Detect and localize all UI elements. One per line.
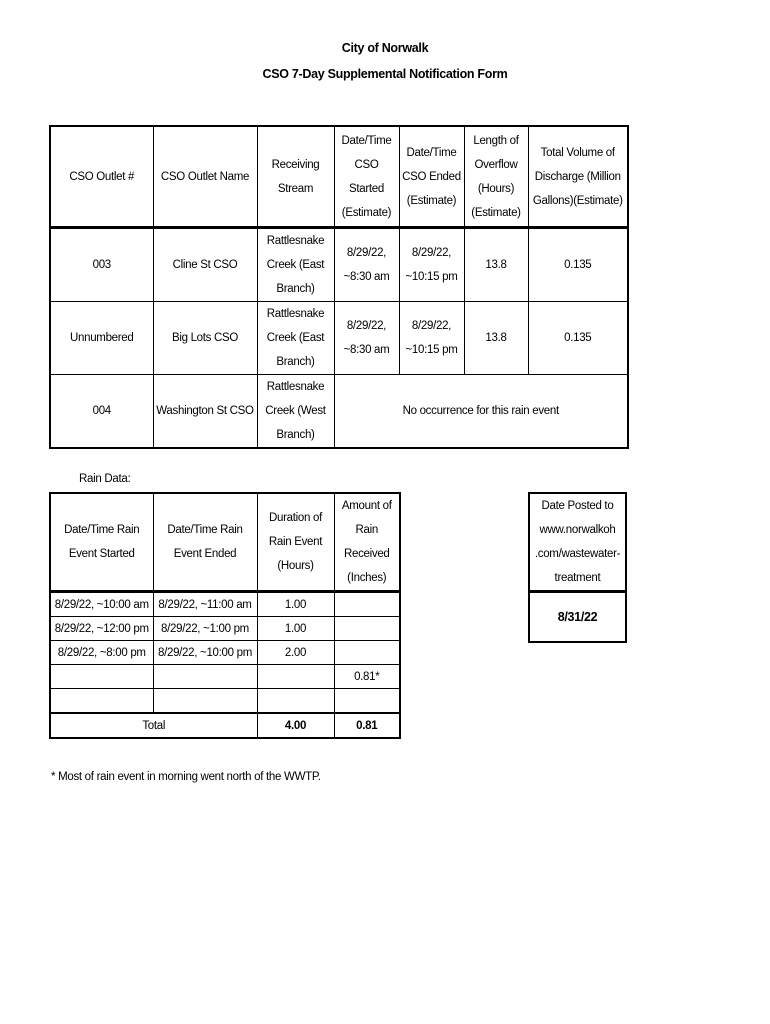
col-header-rain-amount: Amount of Rain Received (Inches) [334, 493, 400, 592]
discharge-volume: 0.135 [528, 302, 628, 375]
outlet-number: 004 [50, 375, 153, 449]
table-row [50, 302, 628, 375]
rain-started: 8/29/22, ~8:00 pm [50, 641, 153, 665]
rain-duration: 1.00 [257, 592, 334, 617]
receiving-stream: Rattlesnake Creek (East Branch) [257, 228, 334, 302]
col-header-length: Length of Overflow (Hours) (Estimate) [464, 126, 528, 228]
rain-duration: 1.00 [257, 617, 334, 641]
date-posted-header-row [529, 493, 626, 592]
outlet-name: Big Lots CSO [153, 302, 257, 375]
total-duration: 4.00 [257, 713, 334, 738]
col-header-ended: Date/Time CSO Ended (Estimate) [399, 126, 464, 228]
rain-started: 8/29/22, ~12:00 pm [50, 617, 153, 641]
col-header-rain-ended: Date/Time Rain Event Ended [153, 493, 257, 592]
cso-started: 8/29/22, ~8:30 am [334, 302, 399, 375]
table-row [50, 617, 400, 641]
rain-started [50, 665, 153, 689]
table-row [50, 665, 400, 689]
rain-table-header-row [50, 493, 400, 592]
rain-ended [153, 689, 257, 714]
col-header-outlet-name: CSO Outlet Name [153, 126, 257, 228]
rain-ended: 8/29/22, ~10:00 pm [153, 641, 257, 665]
cso-table [49, 125, 629, 449]
total-label: Total [50, 713, 257, 738]
total-amount: 0.81 [334, 713, 400, 738]
rain-ended [153, 665, 257, 689]
footnote: * Most of rain event in morning went north of the WWTP. [51, 771, 321, 783]
rain-total-row [50, 713, 400, 738]
outlet-number: 003 [50, 228, 153, 302]
col-header-started: Date/Time CSO Started (Estimate) [334, 126, 399, 228]
form-city-title: City of Norwalk [341, 41, 429, 55]
outlet-name: Washington St CSO [153, 375, 257, 449]
receiving-stream: Rattlesnake Creek (East Branch) [257, 302, 334, 375]
rain-duration [257, 665, 334, 689]
col-header-rain-duration: Duration of Rain Event (Hours) [257, 493, 334, 592]
rain-amount [334, 689, 400, 714]
date-posted-value-row [529, 592, 626, 643]
rain-started [50, 689, 153, 714]
cso-table-header-row [50, 126, 628, 228]
outlet-number: Unnumbered [50, 302, 153, 375]
rain-ended: 8/29/22, ~11:00 am [153, 592, 257, 617]
discharge-volume: 0.135 [528, 228, 628, 302]
date-posted-box [528, 492, 627, 643]
col-header-receiving-stream: Receiving Stream [257, 126, 334, 228]
table-row [50, 375, 628, 449]
rain-amount [334, 617, 400, 641]
table-row [50, 592, 400, 617]
rain-amount: 0.81* [334, 665, 400, 689]
rain-duration: 2.00 [257, 641, 334, 665]
date-posted-value: 8/31/22 [529, 592, 626, 643]
rain-ended: 8/29/22, ~1:00 pm [153, 617, 257, 641]
col-header-outlet-number: CSO Outlet # [50, 126, 153, 228]
overflow-hours: 13.8 [464, 228, 528, 302]
table-row [50, 689, 400, 714]
rain-amount [334, 592, 400, 617]
rain-duration [257, 689, 334, 714]
date-posted-label: Date Posted to www.norwalkoh .com/wastewater-treatment [529, 493, 626, 592]
table-row [50, 641, 400, 665]
rain-amount [334, 641, 400, 665]
col-header-volume: Total Volume of Discharge (Million Gallons)(Estimate) [528, 126, 628, 228]
outlet-name: Cline St CSO [153, 228, 257, 302]
table-row [50, 228, 628, 302]
rain-data-label: Rain Data: [79, 473, 131, 485]
cso-ended: 8/29/22, ~10:15 pm [399, 228, 464, 302]
receiving-stream: Rattlesnake Creek (West Branch) [257, 375, 334, 449]
rain-started: 8/29/22, ~10:00 am [50, 592, 153, 617]
rain-data-table [49, 492, 401, 739]
col-header-rain-started: Date/Time Rain Event Started [50, 493, 153, 592]
cso-ended: 8/29/22, ~10:15 pm [399, 302, 464, 375]
cso-started: 8/29/22, ~8:30 am [334, 228, 399, 302]
form-title: CSO 7-Day Supplemental Notification Form [262, 67, 508, 81]
no-occurrence-note: No occurrence for this rain event [334, 375, 628, 449]
overflow-hours: 13.8 [464, 302, 528, 375]
